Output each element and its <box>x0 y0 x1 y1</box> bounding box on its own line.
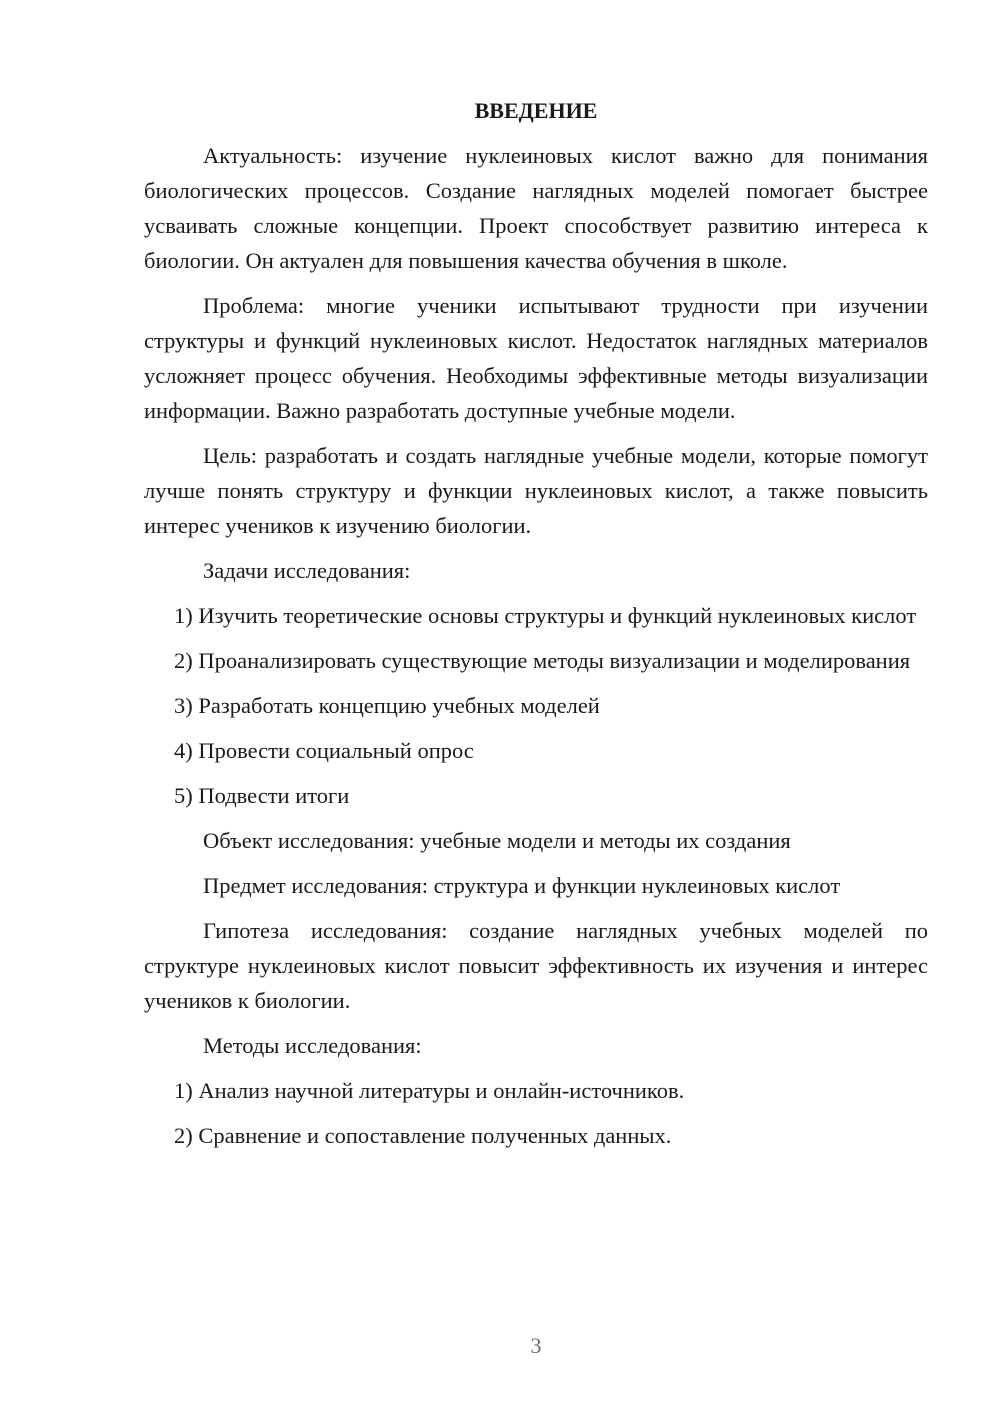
paragraph-hypothesis: Гипотеза исследования: создание наглядных учебных моделей по структуре нуклеиновых кислот повысит эффективность их изучения и интерес учеников к биологии. <box>144 918 928 1013</box>
paragraph-subject: Предмет исследования: структура и функции нуклеиновых кислот <box>203 873 841 898</box>
methods-heading: Методы исследования: <box>203 1033 422 1058</box>
method-item: 1) Анализ научной литературы и онлайн-источников. <box>174 1078 685 1103</box>
task-item: 2) Проанализировать существующие методы визуализации и моделирования <box>174 648 911 673</box>
paragraph-relevance: Актуальность: изучение нуклеиновых кислот важно для понимания биологических процессов. Создание наглядных моделей помогает быстрее усваивать сложные концепции. Проект способствует развитию интереса к биологии. Он актуален для повышения качества обучения в школе. <box>144 143 928 273</box>
paragraph-object: Объект исследования: учебные модели и методы их создания <box>203 828 791 853</box>
method-item: 2) Сравнение и сопоставление полученных данных. <box>174 1123 672 1148</box>
paragraph-problem: Проблема: многие ученики испытывают трудности при изучении структуры и функций нуклеиновых кислот. Недостаток наглядных материалов усложняет процесс обучения. Необходимы эффективные методы визуализации информации. Важно разработать доступные учебные модели. <box>144 293 928 423</box>
task-item: 3) Разработать концепцию учебных моделей <box>174 693 600 718</box>
page-number: 3 <box>530 1333 542 1358</box>
paragraph-goal: Цель: разработать и создать наглядные учебные модели, которые помогут лучше понять структуру и функции нуклеиновых кислот, а также повысить интерес учеников к изучению биологии. <box>144 443 928 538</box>
task-item: 5) Подвести итоги <box>174 783 350 808</box>
tasks-heading: Задачи исследования: <box>203 558 411 583</box>
section-title: ВВЕДЕНИЕ <box>474 98 598 123</box>
task-item: 1) Изучить теоретические основы структуры и функций нуклеиновых кислот <box>174 603 917 628</box>
page-content <box>144 96 928 1163</box>
task-item: 4) Провести социальный опрос <box>174 738 474 763</box>
